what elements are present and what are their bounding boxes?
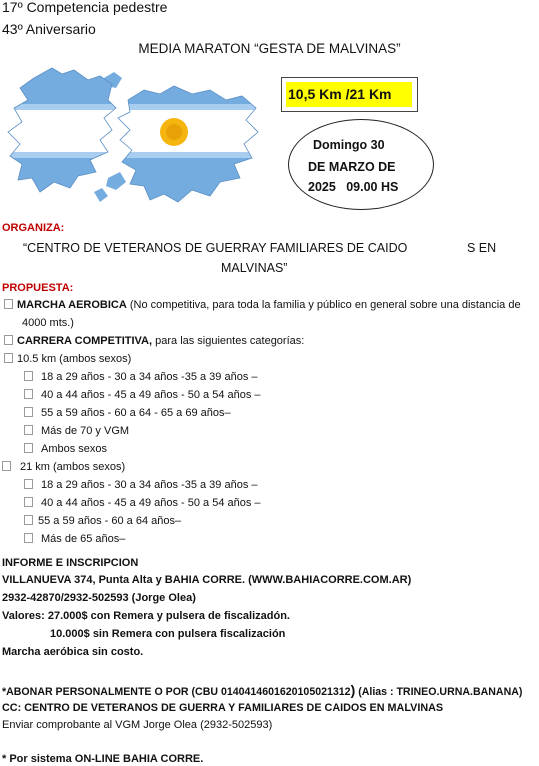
checkbox-square-icon [24,443,33,453]
checkbox-square-icon [4,299,13,309]
page-title: MEDIA MARATON “GESTA DE MALVINAS” [138,41,401,56]
list-item: 18 a 29 años - 30 a 34 años -35 a 39 años – [24,478,258,492]
organiza-line-2: MALVINAS” [221,261,288,275]
list-item: 18 a 29 años - 30 a 34 años -35 a 39 años – [24,370,258,384]
cat21-title: 21 km (ambos sexos) [20,461,126,473]
checkbox-square-icon [24,533,33,543]
marcha-desc-2: 4000 mts.) [22,317,74,329]
marcha-desc: (No competitiva, para toda la familia y público en general sobre una distancia de [126,299,521,311]
malvinas-flag-map-icon [4,60,262,210]
abonar-line-2: CC: CENTRO DE VETERANOS DE GUERRA Y FAMILIARES DE CAIDOS EN MALVINAS [2,702,444,714]
checkbox-square-icon [4,335,13,345]
checkbox-square-icon [2,461,11,471]
checkbox-square-icon [24,497,33,507]
informe-line-4: 10.000$ sin Remera con pulsera fiscalización [50,628,286,640]
checkbox-square-icon [24,515,33,525]
checkbox-square-icon [4,353,13,363]
informe-line-1: VILLANUEVA 374, Punta Alta y BAHIA CORRE. (WWW.BAHIACORRE.COM.AR) [2,574,412,586]
distance-box [281,77,418,112]
header-line-1: 17º Competencia pedestre [2,0,168,15]
checkbox-square-icon [24,407,33,417]
organiza-line-1b: S EN [467,241,497,255]
list-item: 40 a 44 años - 45 a 49 años - 50 a 54 años – [24,496,261,510]
distance-label: 10,5 Km /21 Km [286,82,412,107]
informe-title: INFORME E INSCRIPCION [2,557,139,569]
marcha-title: MARCHA AEROBICA [17,299,127,311]
informe-line-3: Valores: 27.000$ con Remera y pulsera de fiscalizadón. [2,610,290,622]
online-note: * Por sistema ON-LINE BAHIA CORRE. [2,753,204,765]
informe-line-5: Marcha aeróbica sin costo. [2,646,144,658]
list-item: Ambos sexos [24,442,107,456]
abonar-cbu: *ABONAR PERSONALMENTE O POR (CBU 0140414601620105021312 [2,686,351,698]
list-item-cat21 [2,460,125,474]
list-item: 40 a 44 años - 45 a 49 años - 50 a 54 años – [24,388,261,402]
propuesta-label: PROPUESTA: [2,282,74,294]
list-item: Más de 70 y VGM [24,424,129,438]
organiza-label: ORGANIZA: [2,222,65,234]
checkbox-square-icon [24,479,33,489]
list-item-marcha [4,298,521,312]
abonar-alias: (Alias : TRINEO.URNA.BANANA) [355,686,523,698]
organiza-line-1: “CENTRO DE VETERANOS DE GUERRAY FAMILIARES DE CAIDO [23,241,408,255]
checkbox-square-icon [24,371,33,381]
abonar-line-3: Enviar comprobante al VGM Jorge Olea (2932-502593) [2,719,273,731]
date-line-3: 2025 09.00 HS [308,180,399,194]
informe-line-2: 2932-42870/2932-502593 (Jorge Olea) [2,592,196,604]
list-item: 55 a 59 años - 60 a 64 - 65 a 69 años– [24,406,231,420]
date-bubble [288,119,434,210]
abonar-line-1 [2,683,522,699]
list-item: 55 a 59 años - 60 a 64 años– [24,514,181,528]
abonar-paren: ) [350,682,356,698]
checkbox-square-icon [24,389,33,399]
list-item-cat10 [4,352,131,366]
header-line-2: 43º Aniversario [2,21,96,37]
cat10-title: 10.5 km (ambos sexos) [17,353,132,365]
carrera-desc: para las siguientes categorías: [152,335,305,347]
list-item: Más de 65 años– [24,532,125,546]
checkbox-square-icon [24,425,33,435]
list-item-carrera [4,334,304,348]
carrera-title: CARRERA COMPETITIVA, [17,335,153,347]
date-line-2: DE MARZO DE [308,160,396,174]
date-line-1: Domingo 30 [313,138,385,152]
